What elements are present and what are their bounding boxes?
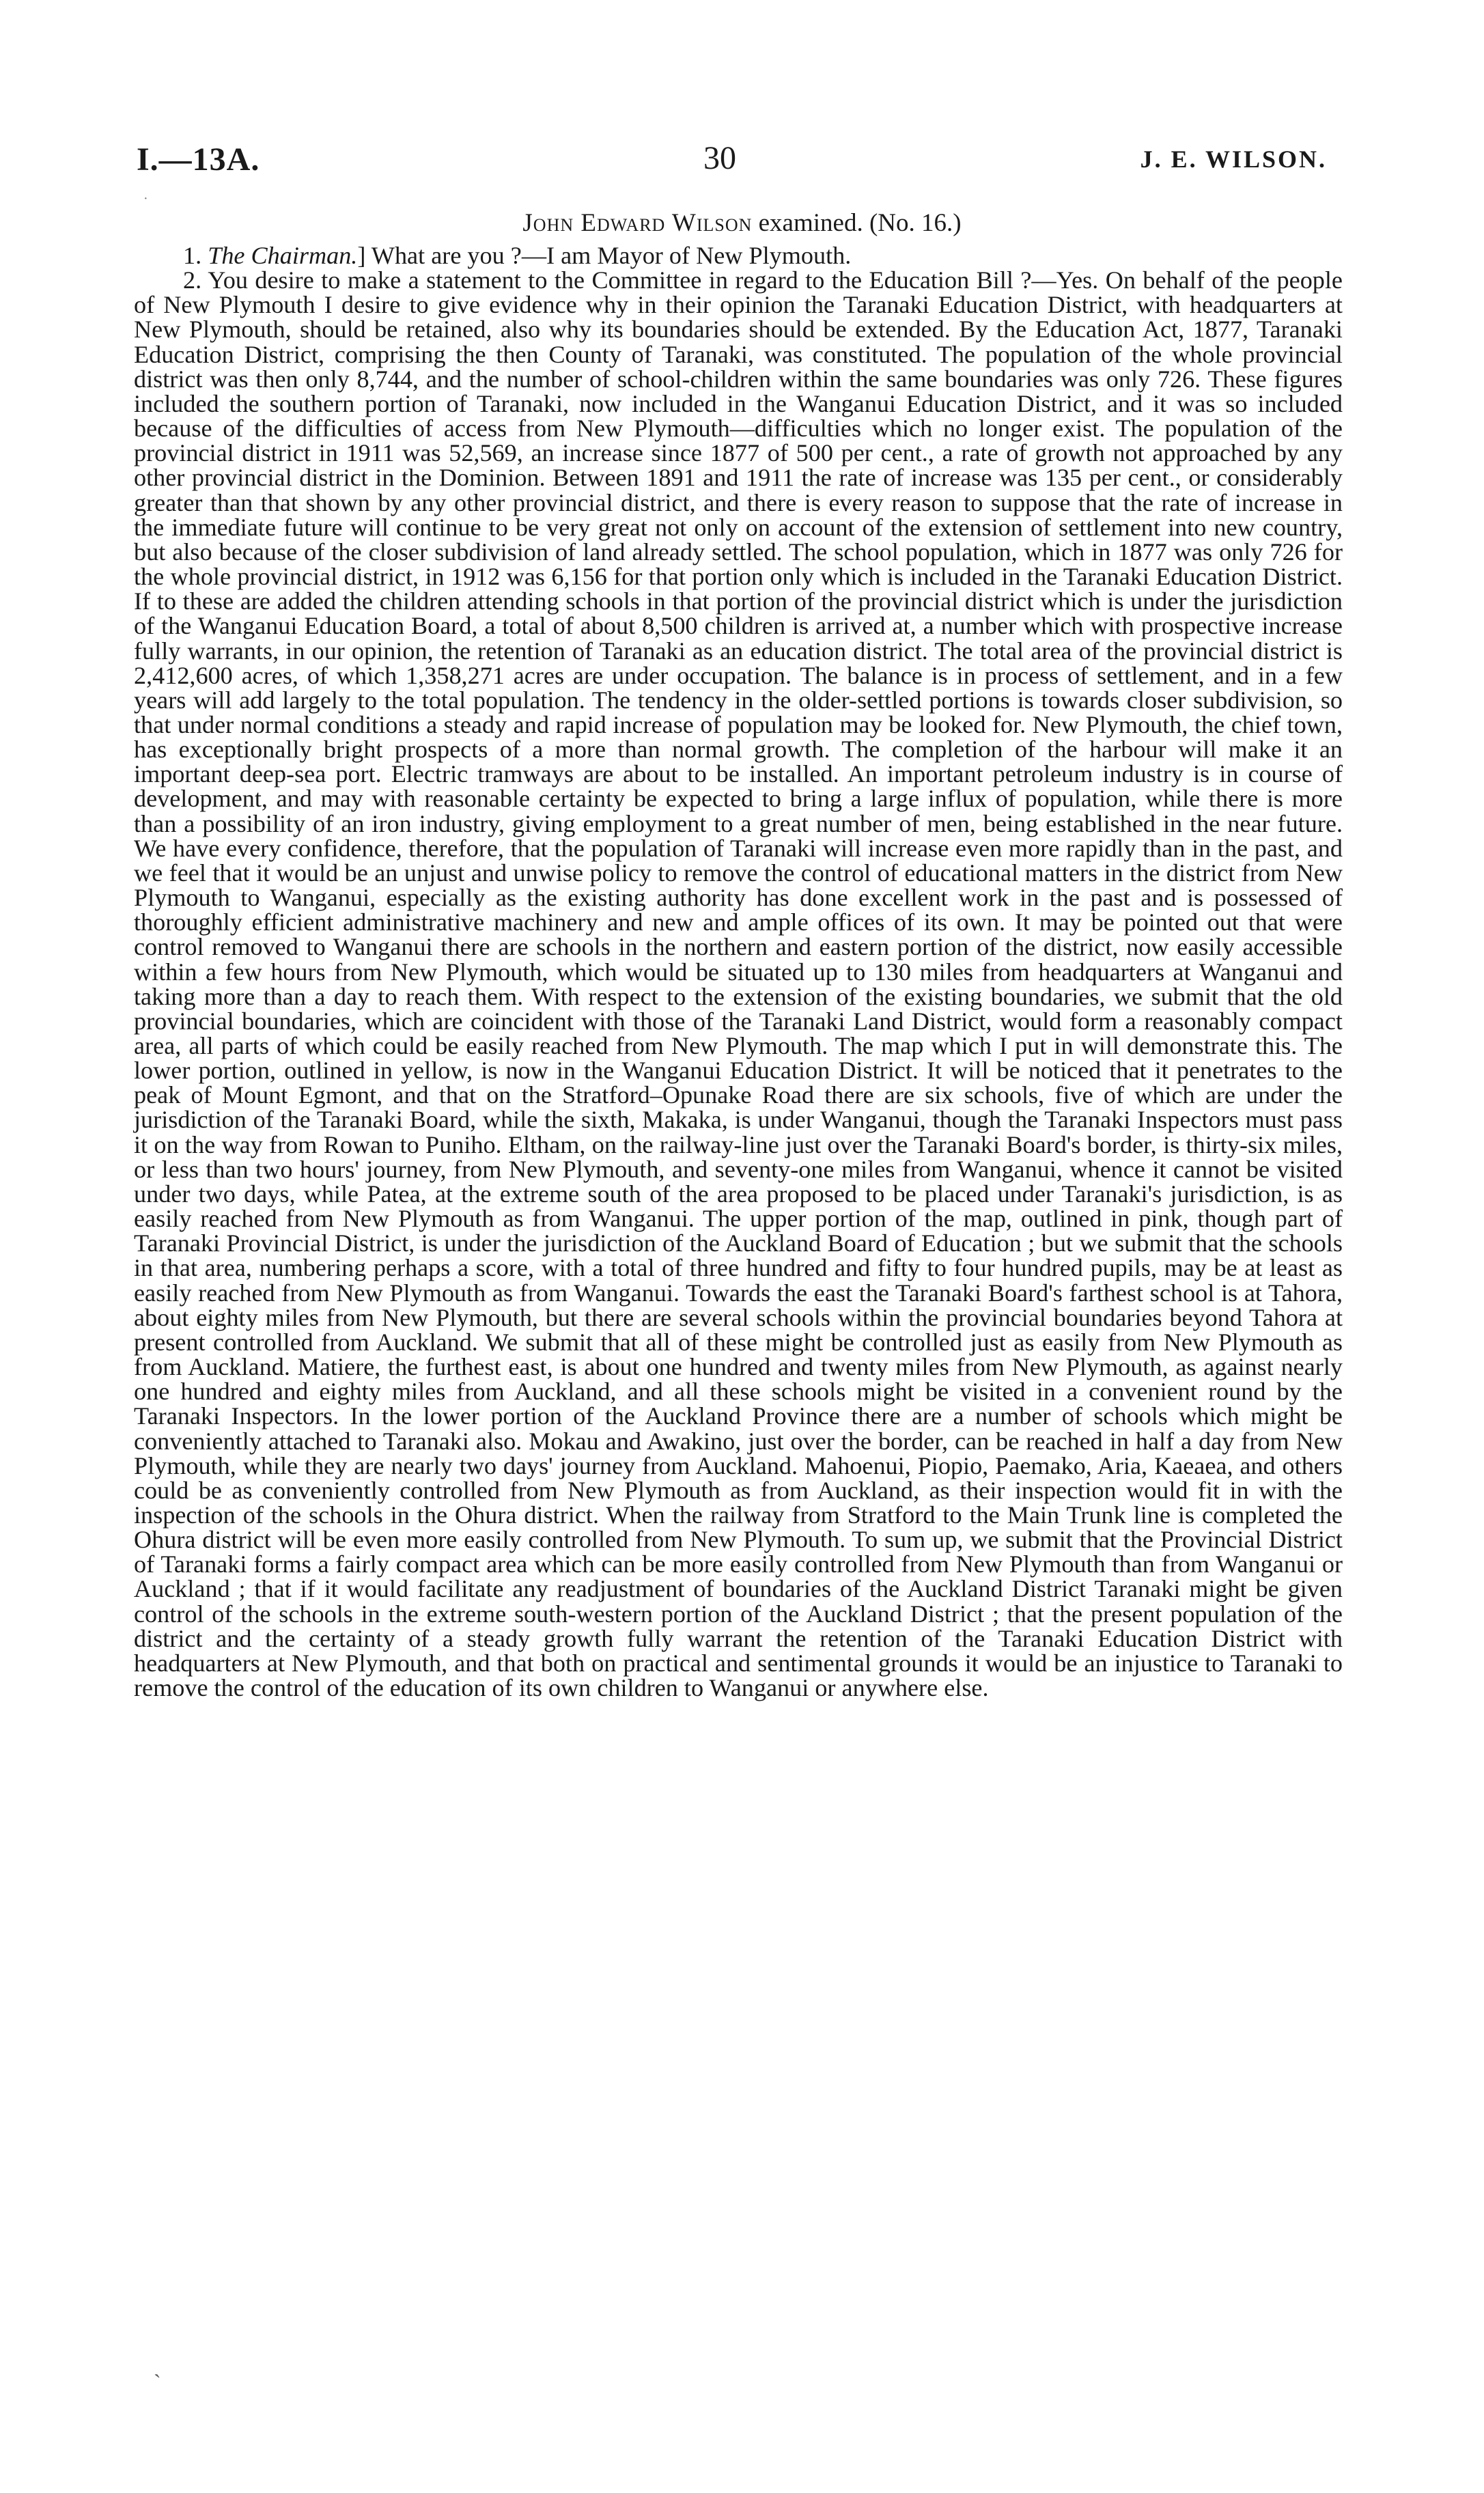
witness-name: John Edward Wilson [522,209,753,237]
question-1-number: 1. [183,242,202,269]
section-title [0,208,1484,238]
question-1-speaker: The Chairman. [208,242,358,269]
title-suffix: examined. (No. 16.) [758,209,962,237]
question-1 [134,243,1343,268]
document-reference: I.—13A. [137,141,260,178]
stray-mark-bottom: ˎ [154,2353,161,2378]
evidence-body [134,243,1343,1700]
page-number: 30 [703,140,736,176]
witness-name-header: J. E. WILSON. [1140,145,1327,173]
stray-mark-top: · [143,191,148,206]
question-1-text: ] What are you ?—I am Mayor of New Plymouth. [357,242,852,269]
question-2: 2. You desire to make a statement to the Committee in regard to the Education Bill ?—Yes. On behalf of the people of New Plymouth I desire to give evidence why in their opinion the Taranaki Education District, with headquarters at New Plymouth, should be retained, also why its boundaries should be extended. By the Education Act, 1877, Taranaki Education District, comprising the then County of Taranaki, was constituted. The population of the whole provincial district was then only 8,744, and the number of school-children within the same boundaries was only 726. These figures included the southern portion of Taranaki, now included in the Wanganui Education District, and it was so included because of the difficulties of access from New Plymouth—difficulties which no longer exist. The population of the provincial district in 1911 was 52,569, an increase since 1877 of 500 per cent., a rate of growth not approached by any other provincial district in the Dominion. Between 1891 and 1911 the rate of increase was 135 per cent., or considerably greater than that shown by any other provincial district, and there is every reason to suppose that the rate of increase in the immediate future will continue to be very great not only on account of the extension of settlement into new country, but also because of the closer subdivision of land already settled. The school population, which in 1877 was only 726 for the whole provincial district, in 1912 was 6,156 for that portion only which is included in the Taranaki Education District. If to these are added the children attending schools in that portion of the provincial district which is under the jurisdiction of the Wanganui Education Board, a total of about 8,500 children is arrived at, a number which with prospective increase fully warrants, in our opinion, the retention of Taranaki as an education district. The total area of the provincial district is 2,412,600 acres, of which 1,358,271 acres are under occupation. The balance is in process of settlement, and in a few years will add largely to the total population. The tendency in the older-settled portions is towards closer subdivision, so that under normal conditions a steady and rapid increase of population may be looked for. New Plymouth, the chief town, has exceptionally bright prospects of a more than normal growth. The completion of the harbour will make it an important deep-sea port. Electric tramways are about to be installed. An important petroleum industry is in course of development, and may with reasonable certainty be expected to bring a large influx of population, while there is more than a possibility of an iron industry, giving employment to a great number of men, being established in the near future. We have every confidence, therefore, that the population of Taranaki will increase even more rapidly than in the past, and we feel that it would be an unjust and unwise policy to remove the control of educational matters in the district from New Plymouth to Wanganui, especially as the existing authority has done excellent work in the past and is possessed of thoroughly efficient administrative machinery and new and ample offices of its own. It may be pointed out that were control removed to Wanganui there are schools in the northern and eastern portion of the district, now easily accessible within a few hours from New Plymouth, which would be situated up to 130 miles from headquarters at Wanganui and taking more than a day to reach them. With respect to the extension of the existing boundaries, we submit that the old provincial boundaries, which are coincident with those of the Taranaki Land District, would form a reasonably compact area, all parts of which could be easily reached from New Plymouth. The map which I put in will demonstrate this. The lower portion, outlined in yellow, is now in the Wanganui Education District. It will be noticed that it penetrates to the peak of Mount Egmont, and that on the Stratford–Opunake Road there are six schools, five of which are under the jurisdiction of the Taranaki Board, while the sixth, Makaka, is under Wanganui, though the Taranaki Inspectors must pass it on the way from Rowan to Puniho. Eltham, on the railway-line just over the Taranaki Board's border, is thirty-six miles, or less than two hours' journey, from New Plymouth, and seventy-one miles from Wanganui, whence it cannot be visited under two days, while Patea, at the extreme south of the area proposed to be placed under Taranaki's jurisdiction, is as easily reached from New Plymouth as from Wanganui. The upper portion of the map, outlined in pink, though part of Taranaki Provincial District, is under the jurisdiction of the Auckland Board of Education ; but we submit that the schools in that area, numbering perhaps a score, with a total of three hundred and fifty to four hundred pupils, may be at least as easily reached from New Plymouth as from Wanganui. Towards the east the Taranaki Board's farthest school is at Tahora, about eighty miles from New Plymouth, but there are several schools within the provincial boundaries beyond Tahora at present controlled from Auckland. We submit that all of these might be controlled just as easily from New Plymouth as from Auckland. Matiere, the furthest east, is about one hundred and twenty miles from New Plymouth, as against nearly one hundred and eighty miles from Auckland, and all these schools might be visited in a convenient round by the Taranaki Inspectors. In the lower portion of the Auckland Province there are a number of schools which might be conveniently attached to Taranaki also. Mokau and Awakino, just over the border, can be reached in half a day from New Plymouth, while they are nearly two days' journey from Auckland. Mahoenui, Piopio, Paemako, Aria, Kaeaea, and others could be as conveniently controlled from New Plymouth as from Auckland, as their inspection would fit in with the inspection of the schools in the Ohura district. When the railway from Stratford to the Main Trunk line is completed the Ohura district will be even more easily controlled from New Plymouth. To sum up, we submit that the Provincial District of Taranaki forms a fairly compact area which can be more easily controlled from New Plymouth than from Wanganui or Auckland ; that if it would facilitate any readjustment of boundaries of the Auckland District Taranaki might be given control of the schools in the extreme south-western portion of the Auckland District ; that the present population of the district and the certainty of a steady growth fully warrant the retention of the Taranaki Education District with headquarters at New Plymouth, and that both on practical and sentimental grounds it would be an injustice to Taranaki to remove the control of the education of its own children to Wanganui or anywhere else. [134,266,1343,1702]
